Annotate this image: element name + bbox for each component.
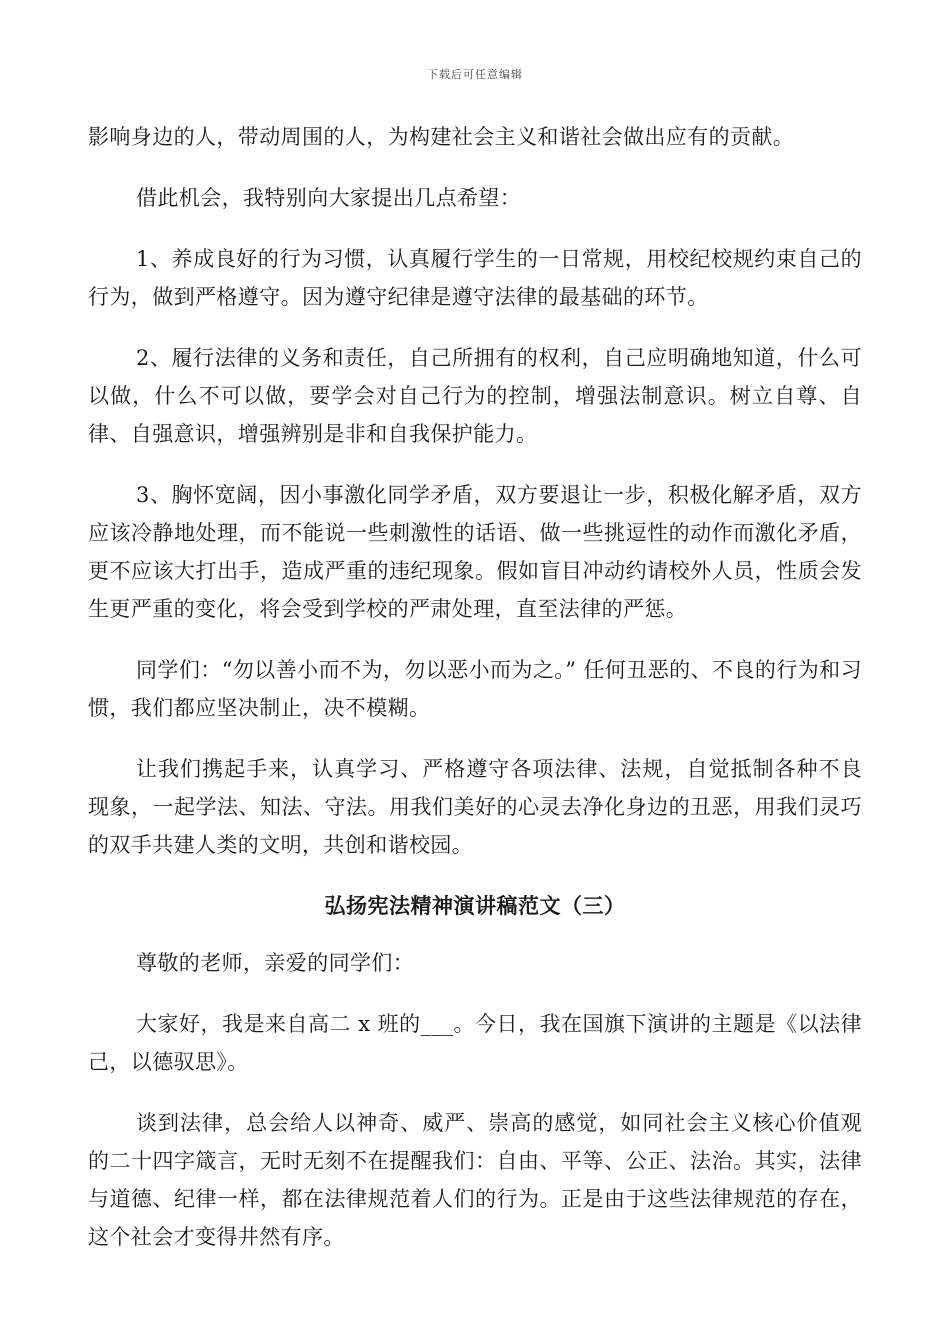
paragraph-hopes-intro: 借此机会，我特别向大家提出几点希望： <box>136 186 522 210</box>
document-body <box>88 118 862 1279</box>
section-title: 弘扬宪法精神演讲稿范文（三） <box>324 893 626 918</box>
paragraph-hope-2: 2、履行法律的义务和责任，自己所拥有的权利，自己应明确地知道，什么可以做，什么不可以做，要学会对自己行为的控制，增强法制意识。树立自尊、自律、自强意识，增强辨别是非和自我保护能力。 <box>88 346 862 446</box>
paragraph-greeting: 尊敬的老师，亲爱的同学们： <box>136 951 415 975</box>
paragraph-hope-1: 1、养成良好的行为习惯，认真履行学生的一日常规，用校纪校规约束自己的行为，做到严格遵守。因为遵守纪律是遵守法律的最基础的环节。 <box>88 247 862 309</box>
paragraph-hope-3: 3、胸怀宽阔，因小事激化同学矛盾，双方要退让一步，积极化解矛盾，双方应该冷静地处理，而不能说一些刺激性的话语、做一些挑逗性的动作而激化矛盾，更不应该大打出手，造成严重的违纪现象。假如盲目冲动约请校外人员，性质会发生更严重的变化，将会受到学校的严肃处理，直至法律的严惩。 <box>88 483 862 621</box>
paragraph-law-discussion: 谈到法律，总会给人以神奇、威严、崇高的感觉，如同社会主义核心价值观的二十四字箴言，无时无刻不在提醒我们：自由、平等、公正、法治。其实，法律与道德、纪律一样，都在法律规范着人们的行为。正是由于这些法律规范的存在，这个社会才变得井然有序。 <box>88 1111 862 1249</box>
paragraph-introduction: 大家好，我是来自高二 x 班的___。今日，我在国旗下演讲的主题是《以法律己，以德驭思》。 <box>88 1012 862 1074</box>
paragraph-closing: 让我们携起手来，认真学习、严格遵守各项法律、法规，自觉抵制各种不良现象，一起学法、知法、守法。用我们美好的心灵去净化身边的丑恶，用我们灵巧的双手共建人类的文明，共创和谐校园。 <box>88 757 862 857</box>
header-note: 下载后可任意编辑 <box>427 68 523 81</box>
paragraph-quote: 同学们：“勿以善小而不为，勿以恶小而为之。” 任何丑恶的、不良的行为和习惯，我们都应坚决制止，决不模糊。 <box>88 658 862 720</box>
paragraph-continuation: 影响身边的人，带动周围的人，为构建社会主义和谐社会做出应有的贡献。 <box>88 125 795 149</box>
